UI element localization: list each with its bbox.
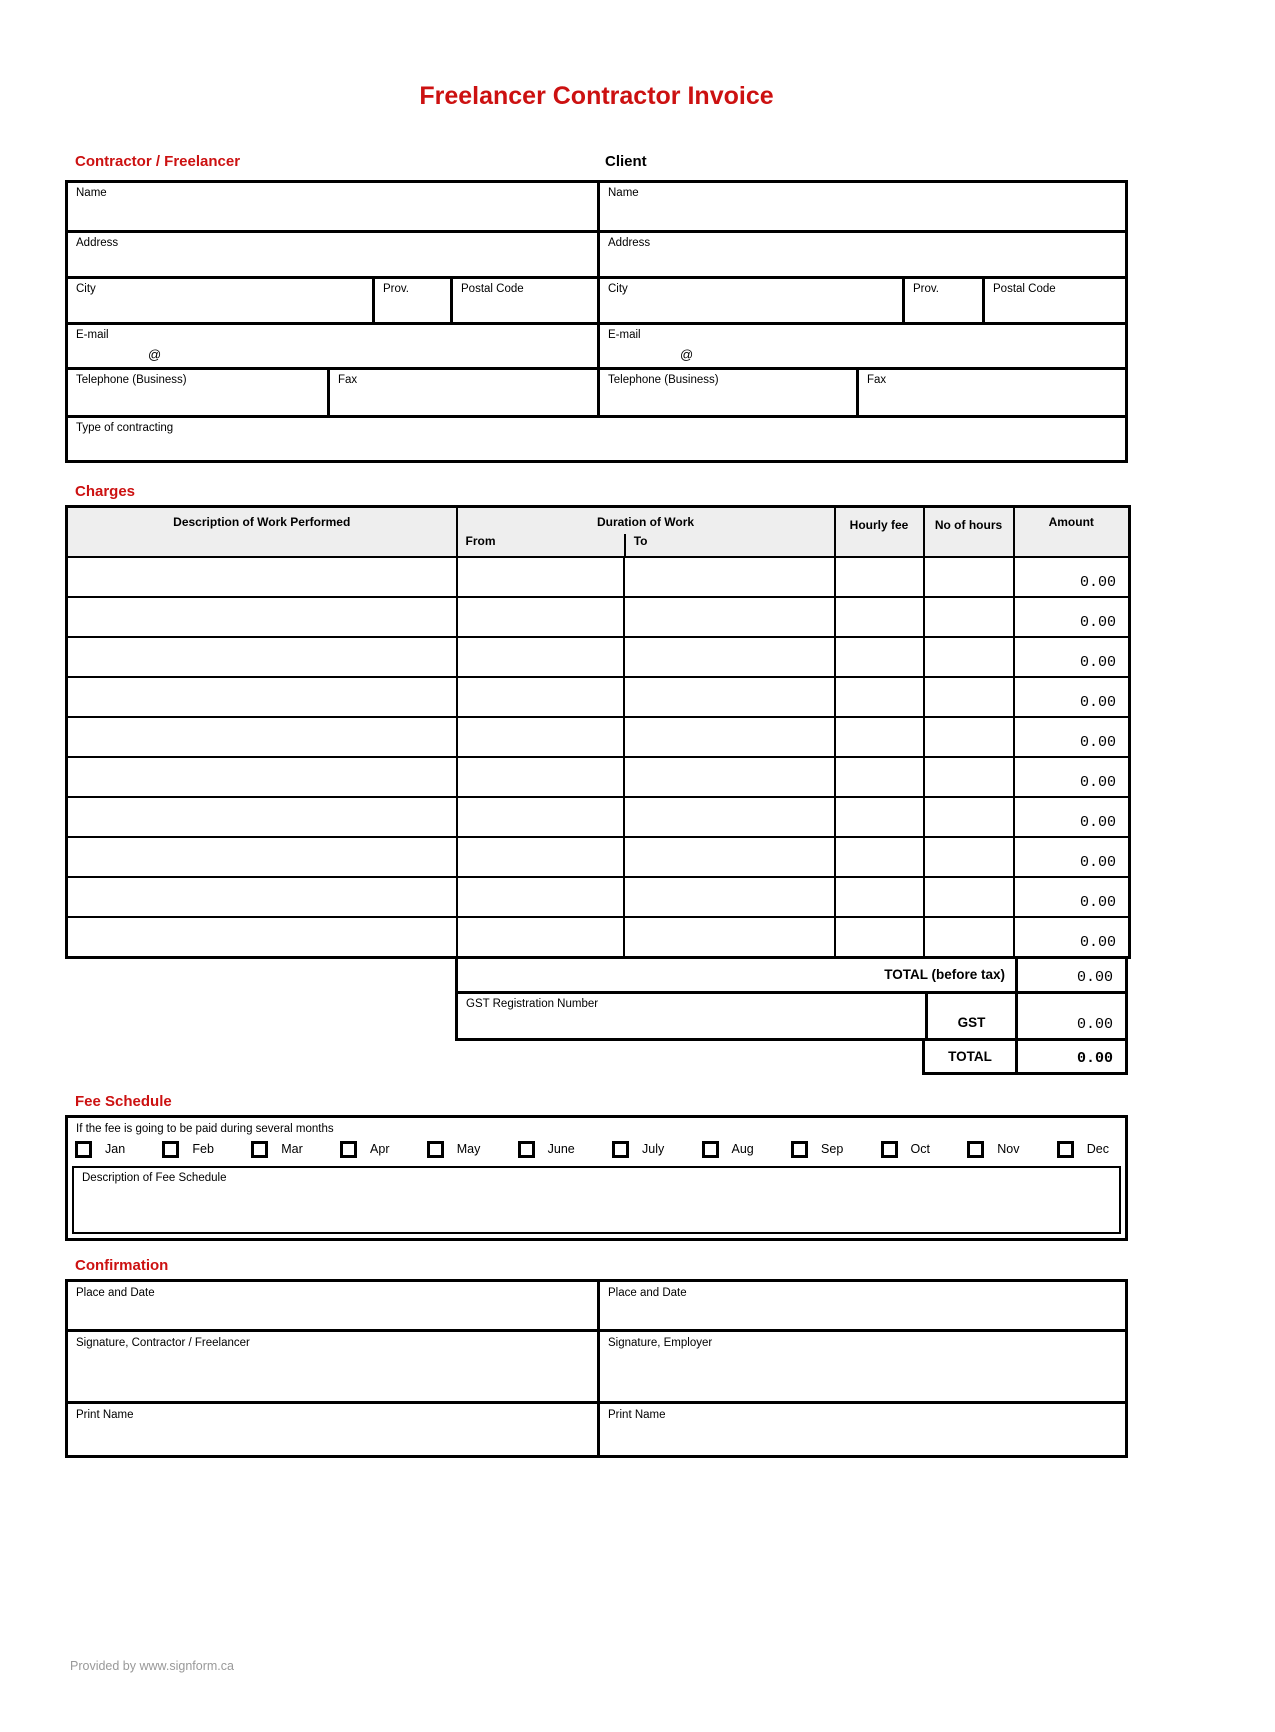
party-info-tables [65, 180, 1128, 418]
client-name-field[interactable] [600, 183, 1125, 230]
month-label: Mar [281, 1142, 303, 1156]
fee-schedule-description-label: Description of Fee Schedule [82, 1171, 227, 1184]
to-cell[interactable] [624, 837, 835, 877]
from-cell[interactable] [457, 877, 624, 917]
month-checkbox[interactable] [881, 1141, 898, 1158]
employer-signature-field[interactable] [600, 1332, 1125, 1401]
month-option-oct [881, 1141, 930, 1158]
month-label: May [456, 1142, 481, 1156]
month-option-june [518, 1141, 575, 1158]
month-checkbox[interactable] [1057, 1141, 1074, 1158]
month-option-sep [791, 1141, 843, 1158]
to-cell[interactable] [624, 717, 835, 757]
description-cell[interactable] [67, 677, 457, 717]
no-of-hours-cell[interactable] [924, 677, 1014, 717]
confirmation-table [65, 1279, 1128, 1458]
charges-row [67, 917, 1130, 957]
amount-cell[interactable]: 0.00 [1014, 717, 1130, 757]
month-option-may [427, 1141, 481, 1158]
no-of-hours-cell[interactable] [924, 877, 1014, 917]
from-cell[interactable] [457, 717, 624, 757]
from-cell[interactable] [457, 677, 624, 717]
contractor-place-date-field[interactable] [68, 1282, 600, 1329]
charges-section-heading: Charges [75, 483, 136, 500]
hourly-fee-cell[interactable] [835, 917, 924, 957]
description-cell[interactable] [67, 877, 457, 917]
contractor-info-table [65, 180, 600, 418]
col-to-header: To [624, 534, 834, 556]
employer-signature-label: Signature, Employer [608, 1336, 713, 1349]
client-city-label: City [608, 283, 628, 295]
hourly-fee-cell[interactable] [835, 717, 924, 757]
total-label: TOTAL [948, 1048, 992, 1064]
hourly-fee-cell[interactable] [835, 677, 924, 717]
hourly-fee-cell[interactable] [835, 877, 924, 917]
from-cell[interactable] [457, 797, 624, 837]
amount-cell[interactable]: 0.00 [1014, 597, 1130, 637]
month-option-july [612, 1141, 664, 1158]
fee-schedule-box [65, 1115, 1128, 1241]
page-title: Freelancer Contractor Invoice [419, 82, 774, 110]
month-checkbox[interactable] [612, 1141, 629, 1158]
client-address-label: Address [608, 237, 651, 249]
client-fax-label: Fax [867, 374, 887, 386]
charges-row [67, 797, 1130, 837]
grand-total-row [922, 1038, 1128, 1075]
month-option-feb [162, 1141, 214, 1158]
charges-row [67, 837, 1130, 877]
month-label: Aug [731, 1142, 754, 1156]
month-label: June [547, 1142, 575, 1156]
amount-cell[interactable]: 0.00 [1014, 877, 1130, 917]
client-postal-label: Postal Code [993, 283, 1056, 295]
print-name-label: Print Name [76, 1408, 134, 1421]
contractor-prov-field[interactable] [375, 279, 453, 322]
total-value: 0.00 [1015, 1041, 1125, 1072]
total-before-tax-row [455, 956, 1128, 994]
contractor-postal-label: Postal Code [461, 283, 524, 295]
to-cell[interactable] [624, 797, 835, 837]
month-label: Dec [1086, 1142, 1109, 1156]
description-cell[interactable] [67, 757, 457, 797]
contractor-email-field[interactable] [68, 325, 597, 367]
from-cell[interactable] [457, 597, 624, 637]
contractor-postal-field[interactable] [453, 279, 597, 322]
amount-cell[interactable]: 0.00 [1014, 797, 1130, 837]
client-fax-field[interactable] [859, 370, 1125, 415]
client-phone-label: Telephone (Business) [608, 374, 719, 386]
month-checkbox[interactable] [75, 1141, 92, 1158]
to-cell[interactable] [624, 557, 835, 597]
month-checkbox[interactable] [162, 1141, 179, 1158]
month-label: Oct [910, 1142, 930, 1156]
duration-of-work-label: Duration of Work [596, 515, 695, 529]
month-label: Apr [370, 1142, 390, 1156]
place-date-label: Place and Date [608, 1286, 687, 1299]
contractor-email-label: E-mail [76, 329, 109, 341]
client-prov-field[interactable] [905, 279, 985, 322]
month-checkbox-row [68, 1137, 1125, 1166]
col-duration-header [457, 507, 835, 558]
to-cell[interactable] [624, 597, 835, 637]
client-prov-label: Prov. [913, 283, 939, 295]
col-description-header: Description of Work Performed [67, 507, 457, 558]
description-cell[interactable] [67, 557, 457, 597]
month-checkbox[interactable] [251, 1141, 268, 1158]
client-place-date-field[interactable] [600, 1282, 1125, 1329]
month-label: Sep [821, 1142, 844, 1156]
from-cell[interactable] [457, 637, 624, 677]
contractor-fax-field[interactable] [330, 370, 597, 415]
client-email-label: E-mail [608, 329, 641, 341]
amount-cell[interactable]: 0.00 [1014, 637, 1130, 677]
no-of-hours-cell[interactable] [924, 597, 1014, 637]
no-of-hours-cell[interactable] [924, 797, 1014, 837]
month-option-jan [75, 1141, 125, 1158]
contractor-phone-label: Telephone (Business) [76, 374, 187, 386]
amount-cell[interactable]: 0.00 [1014, 837, 1130, 877]
hourly-fee-cell[interactable] [835, 757, 924, 797]
charges-row [67, 557, 1130, 597]
month-option-mar [251, 1141, 303, 1158]
month-option-nov [967, 1141, 1019, 1158]
amount-cell[interactable]: 0.00 [1014, 917, 1130, 957]
gst-value: 0.00 [1015, 994, 1125, 1038]
party-headings [65, 153, 1128, 170]
no-of-hours-cell[interactable] [924, 557, 1014, 597]
month-checkbox[interactable] [702, 1141, 719, 1158]
month-checkbox[interactable] [791, 1141, 808, 1158]
to-cell[interactable] [624, 757, 835, 797]
at-symbol: @ [148, 347, 162, 362]
hourly-fee-cell[interactable] [835, 557, 924, 597]
contractor-city-label: City [76, 283, 96, 295]
client-city-field[interactable] [600, 279, 905, 322]
hourly-fee-cell[interactable] [835, 797, 924, 837]
contractor-name-label: Name [76, 187, 107, 199]
month-label: Feb [192, 1142, 214, 1156]
charges-header-row [67, 507, 1130, 558]
at-symbol: @ [680, 347, 694, 362]
amount-cell[interactable]: 0.00 [1014, 757, 1130, 797]
gst-registration-label: GST Registration Number [466, 997, 599, 1010]
no-of-hours-cell[interactable] [924, 757, 1014, 797]
gst-registration-field[interactable] [458, 994, 925, 1038]
charges-row [67, 637, 1130, 677]
to-cell[interactable] [624, 877, 835, 917]
from-cell[interactable] [457, 557, 624, 597]
month-option-aug [702, 1141, 754, 1158]
contractor-signature-label: Signature, Contractor / Freelancer [76, 1336, 250, 1349]
description-cell[interactable] [67, 917, 457, 957]
total-before-tax-label: TOTAL (before tax) [884, 967, 1005, 982]
hourly-fee-cell[interactable] [835, 837, 924, 877]
no-of-hours-cell[interactable] [924, 717, 1014, 757]
description-cell[interactable] [67, 637, 457, 677]
charges-row [67, 717, 1130, 757]
type-of-contracting-field[interactable] [65, 418, 1128, 463]
contractor-prov-label: Prov. [383, 283, 409, 295]
client-postal-field[interactable] [985, 279, 1125, 322]
charges-row [67, 677, 1130, 717]
to-cell[interactable] [624, 677, 835, 717]
amount-cell[interactable]: 0.00 [1014, 557, 1130, 597]
from-cell[interactable] [457, 837, 624, 877]
no-of-hours-cell[interactable] [924, 837, 1014, 877]
type-of-contracting-label: Type of contracting [76, 422, 174, 434]
client-address-field[interactable] [600, 233, 1125, 276]
client-name-label: Name [608, 187, 639, 199]
month-label: July [642, 1142, 665, 1156]
charges-row [67, 877, 1130, 917]
hourly-fee-cell[interactable] [835, 597, 924, 637]
print-name-label: Print Name [608, 1408, 666, 1421]
no-of-hours-cell[interactable] [924, 637, 1014, 677]
contractor-city-field[interactable] [68, 279, 375, 322]
place-date-label: Place and Date [76, 1286, 155, 1299]
description-cell[interactable] [67, 597, 457, 637]
gst-row [455, 991, 1128, 1041]
col-amount-header: Amount [1014, 507, 1130, 558]
fee-schedule-section-heading: Fee Schedule [75, 1092, 172, 1110]
fee-schedule-intro: If the fee is going to be paid during several months [76, 1122, 334, 1135]
amount-cell[interactable]: 0.00 [1014, 677, 1130, 717]
client-print-name-field[interactable] [600, 1404, 1125, 1455]
description-cell[interactable] [67, 797, 457, 837]
contractor-fax-label: Fax [338, 374, 358, 386]
client-email-field[interactable] [600, 325, 1125, 367]
description-cell[interactable] [67, 717, 457, 757]
month-label: Nov [997, 1142, 1020, 1156]
contractor-signature-field[interactable] [68, 1332, 600, 1401]
from-cell[interactable] [457, 917, 624, 957]
contractor-phone-field[interactable] [68, 370, 330, 415]
from-cell[interactable] [457, 757, 624, 797]
fee-schedule-description-field[interactable] [72, 1166, 1121, 1234]
month-option-apr [340, 1141, 389, 1158]
contractor-print-name-field[interactable] [68, 1404, 600, 1455]
month-checkbox[interactable] [340, 1141, 357, 1158]
contractor-section-heading: Contractor / Freelancer [75, 153, 241, 170]
charges-row [67, 757, 1130, 797]
client-phone-field[interactable] [600, 370, 859, 415]
provider-credit: Provided by www.signform.ca [70, 1659, 234, 1673]
to-cell[interactable] [624, 637, 835, 677]
no-of-hours-cell[interactable] [924, 917, 1014, 957]
col-hourly-fee-header: Hourly fee [835, 507, 924, 558]
month-checkbox[interactable] [427, 1141, 444, 1158]
client-section-heading: Client [605, 153, 647, 170]
month-label: Jan [105, 1142, 126, 1156]
contractor-address-field[interactable] [68, 233, 597, 276]
to-cell[interactable] [624, 917, 835, 957]
confirmation-section-heading: Confirmation [75, 1256, 169, 1274]
month-checkbox[interactable] [967, 1141, 984, 1158]
description-cell[interactable] [67, 837, 457, 877]
total-before-tax-value: 0.00 [1015, 959, 1125, 991]
contractor-address-label: Address [76, 237, 119, 249]
col-no-of-hours-header: No of hours [924, 507, 1014, 558]
charges-table [65, 505, 1131, 959]
col-from-header: From [465, 534, 496, 548]
gst-label: GST [925, 994, 1015, 1038]
hourly-fee-cell[interactable] [835, 637, 924, 677]
charges-row [67, 597, 1130, 637]
month-option-dec [1057, 1141, 1109, 1158]
client-info-table [600, 180, 1128, 418]
month-checkbox[interactable] [518, 1141, 535, 1158]
contractor-name-field[interactable] [68, 183, 597, 230]
